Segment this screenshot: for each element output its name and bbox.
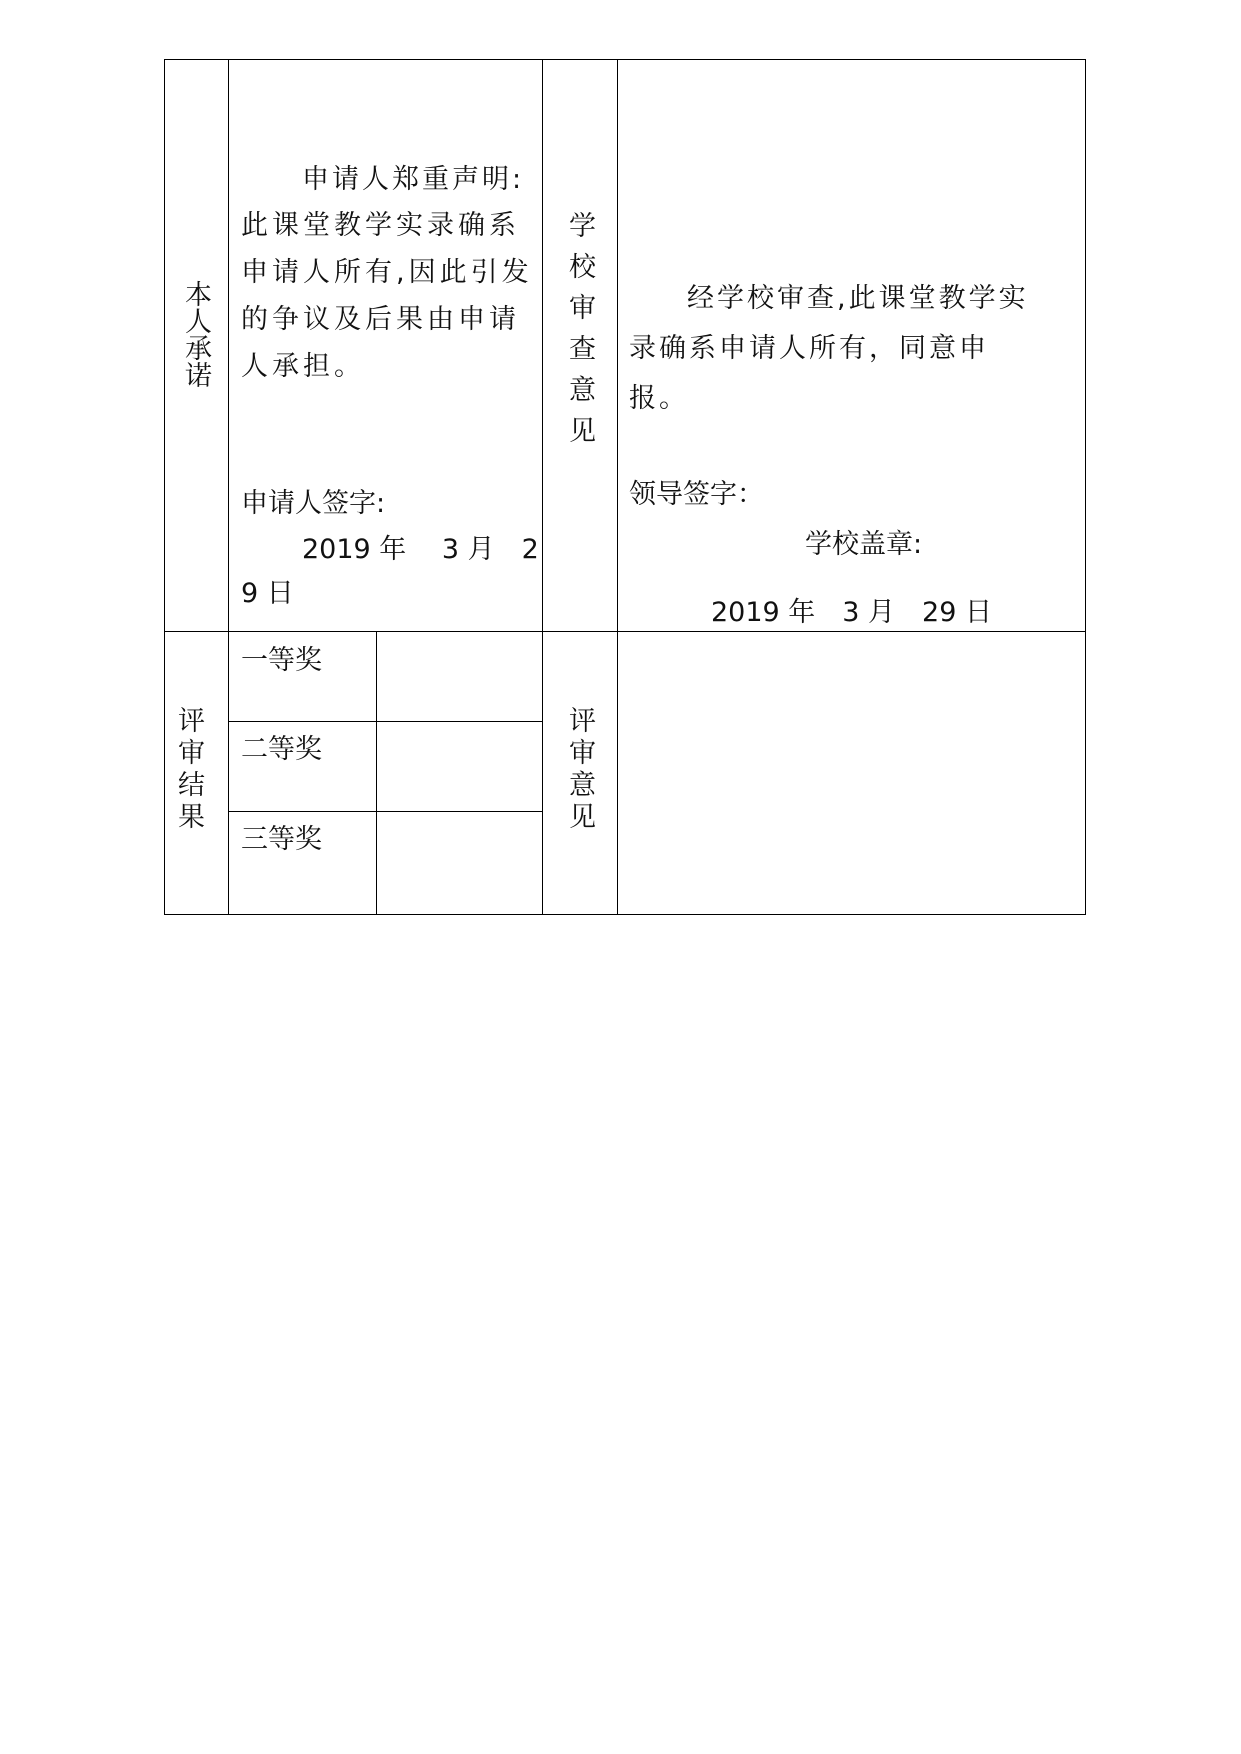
- table-border-left: [164, 59, 165, 915]
- table-border-top: [164, 59, 1086, 60]
- applicant-date-line1: 2019 年 3 月 2: [302, 534, 539, 565]
- review-opinion-label: 评审意见: [564, 706, 595, 834]
- table-row-divider: [164, 631, 1086, 632]
- table-border-bottom: [164, 914, 1086, 915]
- column-divider-1: [228, 59, 229, 915]
- applicant-date-line2: 9 日: [241, 578, 294, 609]
- award-divider-2: [228, 811, 542, 812]
- applicant-signature-label: 申请人签字:: [241, 488, 386, 519]
- column-divider-award: [376, 631, 377, 915]
- column-divider-3: [617, 59, 618, 915]
- declaration-text: 此课堂教学实录确系申请人所有,因此引发的争议及后果由申请人承担。: [241, 210, 533, 382]
- personal-commitment-label: 本人承诺: [180, 280, 211, 388]
- school-opinion-text: 经学校审查,此课堂教学实录确系申请人所有，同意申报。: [629, 283, 1029, 414]
- declaration-heading: 申请人郑重声明:: [302, 164, 525, 195]
- school-review-label: 学校审查意见: [564, 211, 595, 457]
- third-prize-label: 三等奖: [241, 824, 322, 855]
- column-divider-2: [542, 59, 543, 915]
- school-seal-label: 学校盖章:: [805, 529, 923, 560]
- award-divider-1: [228, 721, 542, 722]
- table-border-right: [1085, 59, 1086, 915]
- second-prize-label: 二等奖: [241, 734, 322, 765]
- first-prize-label: 一等奖: [241, 645, 322, 676]
- review-result-label: 评审结果: [173, 706, 204, 834]
- leader-signature-label: 领导签字：: [629, 479, 764, 510]
- school-date: 2019 年 3 月 29 日: [711, 597, 992, 628]
